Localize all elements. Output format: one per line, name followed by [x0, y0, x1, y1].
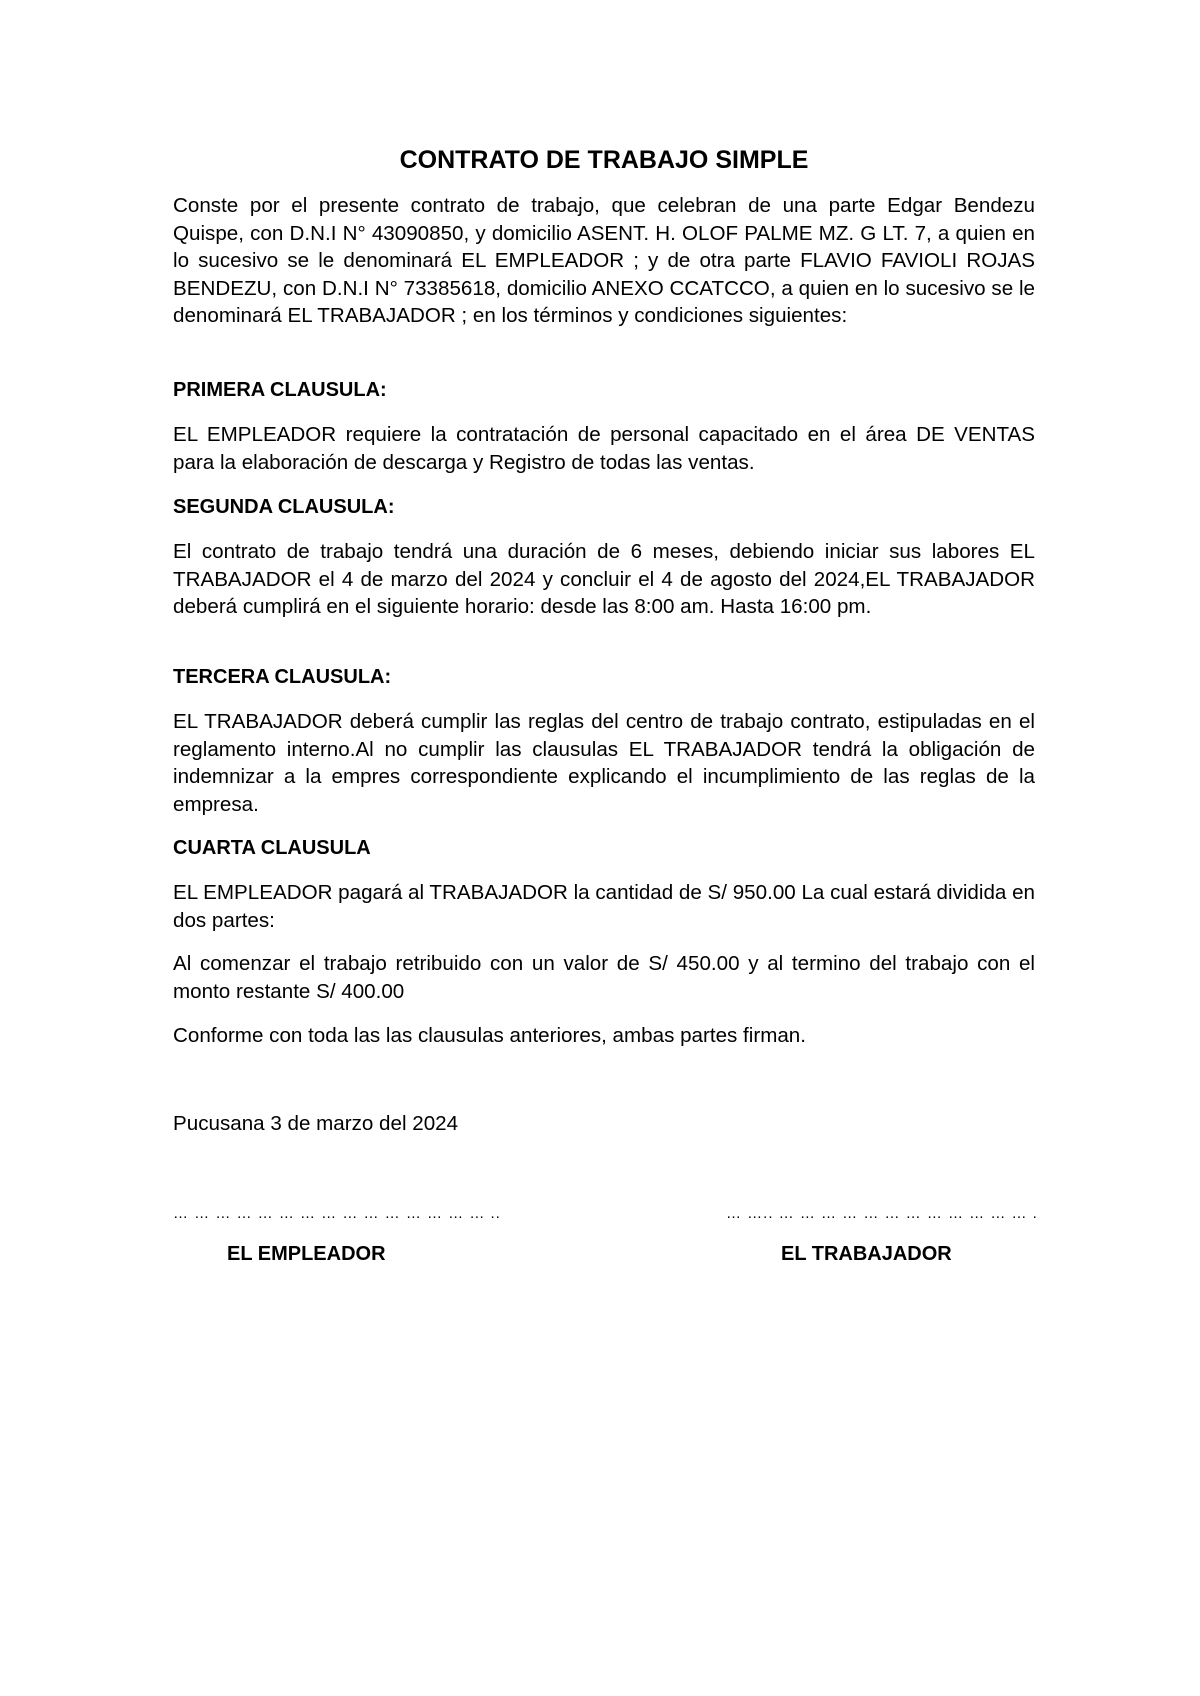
employer-signature-label: EL EMPLEADOR	[227, 1243, 386, 1265]
employer-signature-line: … … … … … … … … … … … … … … … ..	[173, 1205, 501, 1222]
worker-signature-line: … ….. … … … … … … … … … … … … .	[726, 1205, 1038, 1222]
intro-paragraph: Conste por el presente contrato de trabajo, que celebran de una parte Edgar Bendezu Quispe, con D.N.I N° 43090850, y domicilio ASENT. H. OLOF PALME MZ. G LT. 7, a quien en lo sucesivo se le denominará EL EMPLEADOR ; y de otra parte FLAVIO FAVIOLI ROJAS BENDEZU, con D.N.I N° 73385618, domicilio ANEXO CCATCCO, a quien en lo sucesivo se le denominará EL TRABAJADOR ; en los términos y condiciones siguientes:	[173, 194, 1035, 328]
clause-4-text-continued: Al comenzar el trabajo retribuido con un valor de S/ 450.00 y al termino del trabajo con el monto restante S/ 400.00	[173, 952, 1035, 1003]
clause-4-text: EL EMPLEADOR pagará al TRABAJADOR la cantidad de S/ 950.00 La cual estará dividida en dos partes:	[173, 881, 1035, 932]
clause-3-heading: TERCERA CLAUSULA:	[173, 666, 392, 688]
clause-3-text: EL TRABAJADOR deberá cumplir las reglas del centro de trabajo contrato, estipuladas en el reglamento interno.Al no cumplir las clausulas EL TRABAJADOR tendrá la obligación de indemnizar a la empres correspondiente explicando el incumplimiento de las reglas de la empresa.	[173, 710, 1035, 816]
clause-4-heading: CUARTA CLAUSULA	[173, 837, 371, 859]
closing-paragraph: Conforme con toda las las clausulas anteriores, ambas partes firman.	[173, 1024, 806, 1047]
worker-signature-label: EL TRABAJADOR	[781, 1243, 952, 1265]
clause-2-text: El contrato de trabajo tendrá una duración de 6 meses, debiendo iniciar sus labores EL TRABAJADOR el 4 de marzo del 2024 y concluir el 4 de agosto del 2024,EL TRABAJADOR deberá cumplirá en el siguiente horario: desde las 8:00 am. Hasta 16:00 pm.	[173, 540, 1035, 619]
clause-1-heading: PRIMERA CLAUSULA:	[173, 379, 387, 401]
clause-2-heading: SEGUNDA CLAUSULA:	[173, 496, 395, 518]
document-title: CONTRATO DE TRABAJO SIMPLE	[399, 146, 809, 174]
place-and-date: Pucusana 3 de marzo del 2024	[173, 1112, 459, 1135]
clause-1-text: EL EMPLEADOR requiere la contratación de personal capacitado en el área DE VENTAS para la elaboración de descarga y Registro de todas las ventas.	[173, 423, 1035, 474]
